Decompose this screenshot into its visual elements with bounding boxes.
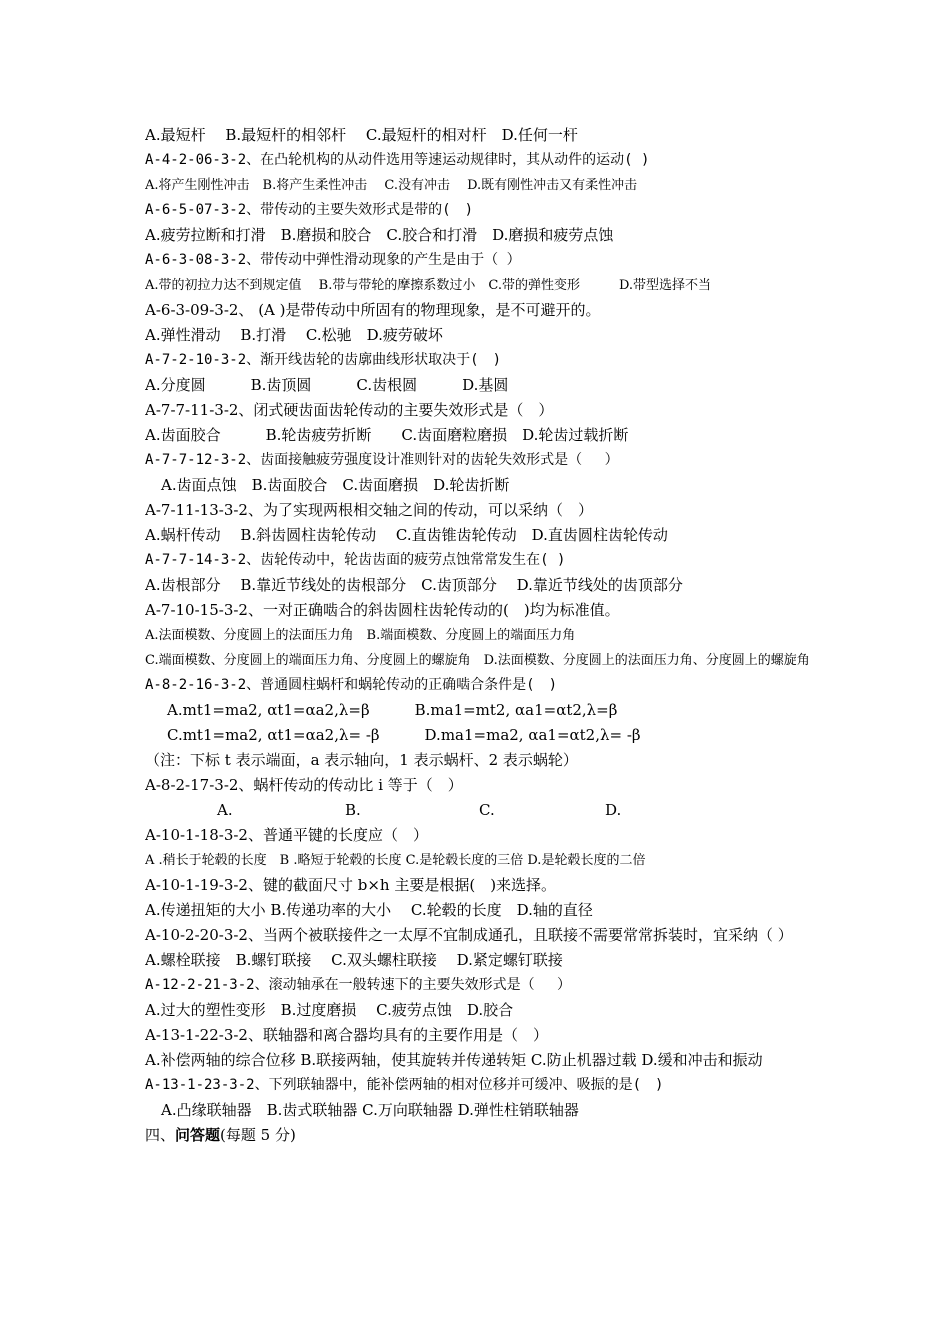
- question: A-7-7-11-3-2、闭式硬齿面齿轮传动的主要失效形式是（ ）: [145, 401, 554, 419]
- answer-options: A.分度圆 B.齿顶圆 C.齿根圆 D.基圆: [145, 376, 509, 394]
- answer-options: A.齿面点蚀 B.齿面胶合 C.齿面磨损 D.轮齿折断: [161, 476, 510, 494]
- question: A-6-3-08-3-2、带传动中弹性滑动现象的产生是由于（ ）: [145, 252, 521, 268]
- answer-options: A.法面模数、分度圆上的法面压力角 B.端面模数、分度圆上的端面压力角: [145, 628, 576, 643]
- answer-options: C.mt1=ma2, αt1=αa2,λ= -β D.ma1=ma2, αa1=αt2,λ= -β: [167, 726, 641, 744]
- answer-options: A.mt1=ma2, αt1=αa2,λ=β B.ma1=mt2, αa1=αt2,λ=β: [167, 701, 618, 719]
- question: A-6-3-09-3-2、 (A )是带传动中所固有的物理现象，是不可避开的。: [145, 301, 601, 319]
- answer-options: A.蜗杆传动 B.斜齿圆柱齿轮传动 C.直齿锥齿轮传动 D.直齿圆柱齿轮传动: [145, 526, 668, 544]
- section-points: (每题 5 分): [220, 1126, 296, 1144]
- question: A-10-1-19-3-2、键的截面尺寸 b×h 主要是根据( )来选择。: [145, 876, 557, 894]
- answer-options: A.齿面胶合 B.轮齿疲劳折断 C.齿面磨粒磨损 D.轮齿过载折断: [145, 426, 629, 444]
- answer-options: A.传递扭矩的大小 B.传递功率的大小 C.轮毂的长度 D.轴的直径: [145, 901, 593, 919]
- option-d: D.: [605, 801, 622, 819]
- question: A-8-2-16-3-2、普通圆柱蜗杆和蜗轮传动的正确啮合条件是( ): [145, 677, 558, 693]
- section-title: 问答题: [175, 1126, 221, 1144]
- answer-options: A.过大的塑性变形 B.过度磨损 C.疲劳点蚀 D.胶合: [145, 1001, 514, 1019]
- question: A-8-2-17-3-2、蜗杆传动的传动比 i 等于（ ）: [145, 776, 463, 794]
- answer-options: A.齿根部分 B.靠近节线处的齿根部分 C.齿顶部分 D.靠近节线处的齿顶部分: [145, 576, 683, 594]
- answer-options: [145, 798, 825, 823]
- section-heading: [145, 1123, 825, 1148]
- answer-options: A.疲劳拉断和打滑 B.磨损和胶合 C.胶合和打滑 D.磨损和疲劳点蚀: [145, 226, 614, 244]
- question: A-10-1-18-3-2、普通平键的长度应（ ）: [145, 826, 428, 844]
- answer-options: A.最短杆 B.最短杆的相邻杆 C.最短杆的相对杆 D.任何一杆: [145, 126, 578, 144]
- question: A-7-2-10-3-2、渐开线齿轮的齿廓曲线形状取决于( ): [145, 352, 502, 368]
- answer-options: A.带的初拉力达不到规定值 B.带与带轮的摩擦系数过小 C.带的弹性变形 D.带型选择不当: [145, 278, 712, 293]
- question: A-12-2-21-3-2、滚动轴承在一般转速下的主要失效形式是（ ）: [145, 977, 572, 993]
- answer-options: A.弹性滑动 B.打滑 C.松驰 D.疲劳破坏: [145, 326, 443, 344]
- question: A-7-7-14-3-2、齿轮传动中，轮齿齿面的疲劳点蚀常常发生在( ): [145, 552, 566, 568]
- section-number: 四、: [145, 1126, 176, 1144]
- answer-options: C.端面模数、分度圆上的端面压力角、分度圆上的螺旋角 D.法面模数、分度圆上的法面压力角、分度圆上的螺旋角: [145, 653, 810, 668]
- question-list: [145, 123, 825, 1148]
- answer-options: A.凸缘联轴器 B.齿式联轴器 C.万向联轴器 D.弹性柱销联轴器: [161, 1101, 579, 1119]
- question: A-13-1-23-3-2、下列联轴器中，能补偿两轴的相对位移并可缓冲、吸振的是( ): [145, 1077, 664, 1093]
- question: A-7-11-13-3-2、为了实现两根相交轴之间的传动，可以采纳（ ）: [145, 501, 593, 519]
- question: A-13-1-22-3-2、联轴器和离合器均具有的主要作用是（ ）: [145, 1026, 548, 1044]
- answer-options: A .稍长于轮毂的长度 B .略短于轮毂的长度 C.是轮毂长度的三倍 D.是轮毂长度的二倍: [145, 853, 646, 868]
- option-c: C.: [479, 801, 495, 819]
- question: A-4-2-06-3-2、在凸轮机构的从动件选用等速运动规律时，其从动件的运动( ): [145, 152, 650, 168]
- option-a: A.: [217, 801, 233, 819]
- question: A-6-5-07-3-2、带传动的主要失效形式是带的( ): [145, 202, 474, 218]
- question: A-10-2-20-3-2、当两个被联接件之一太厚不宜制成通孔，且联接不需要常常拆装时，宜采纳（ ）: [145, 926, 793, 944]
- note: （注：下标 t 表示端面，a 表示轴向，1 表示蜗杆、2 表示蜗轮）: [145, 751, 578, 769]
- question: A-7-10-15-3-2、一对正确啮合的斜齿圆柱齿轮传动的( )均为标准值。: [145, 601, 620, 619]
- answer-options: A.将产生刚性冲击 B.将产生柔性冲击 C.没有冲击 D.既有刚性冲击又有柔性冲击: [145, 178, 638, 193]
- question: A-7-7-12-3-2、齿面接触疲劳强度设计准则针对的齿轮失效形式是（ ）: [145, 452, 619, 468]
- answer-options: A.螺栓联接 B.螺钉联接 C.双头螺柱联接 D.紧定螺钉联接: [145, 951, 563, 969]
- option-b: B.: [345, 801, 361, 819]
- answer-options: A.补偿两轴的综合位移 B.联接两轴，使其旋转并传递转矩 C.防止机器过载 D.缓和冲击和振动: [145, 1051, 763, 1069]
